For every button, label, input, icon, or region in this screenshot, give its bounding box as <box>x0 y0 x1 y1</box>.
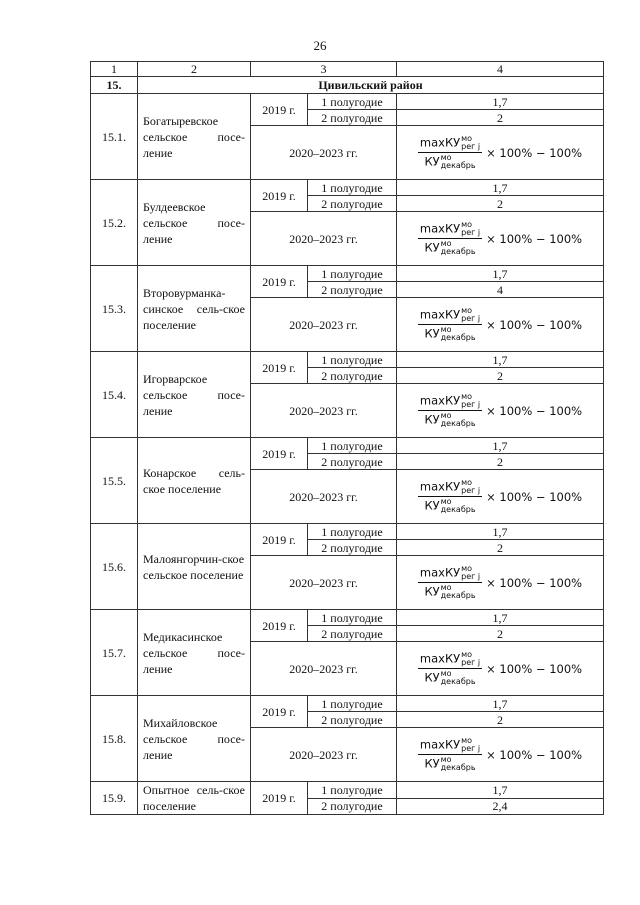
numerator-sup: мо <box>461 134 473 143</box>
fraction-denominator <box>422 411 477 428</box>
half-year-1-value: 1,7 <box>397 524 604 540</box>
half-year-2-value: 4 <box>397 282 604 298</box>
denominator-indices <box>441 412 476 428</box>
numerator-indices <box>461 565 480 581</box>
fraction-numerator <box>418 737 482 755</box>
numerator-sup: мо <box>461 220 473 229</box>
numerator-main: maxКУ <box>419 307 461 322</box>
header-col-1: 1 <box>91 62 138 77</box>
half-year-1: 1 полугодие <box>308 524 397 540</box>
numerator-indices <box>461 221 480 237</box>
half-year-2-value: 2 <box>397 368 604 384</box>
half-year-2: 2 полугодие <box>308 712 397 728</box>
fraction-numerator <box>418 479 482 497</box>
numerator-indices <box>461 307 480 323</box>
fraction-denominator <box>422 325 477 342</box>
settlement-name: Богатыревское сельское посе-ление <box>138 94 251 180</box>
settlement-row <box>91 352 604 368</box>
region-name: Цивильский район <box>138 77 604 94</box>
denominator-sup: мо <box>440 153 452 162</box>
denominator-main: КУ <box>424 154 440 169</box>
formula-tail: × 100% − 100% <box>486 145 583 160</box>
settlement-name: Михайловское сельское посе-ление <box>138 696 251 782</box>
half-year-1-value: 1,7 <box>397 266 604 282</box>
half-year-2-value: 2,4 <box>397 798 604 815</box>
half-year-2: 2 полугодие <box>308 368 397 384</box>
fraction-denominator <box>422 583 477 600</box>
half-year-2: 2 полугодие <box>308 798 397 815</box>
half-year-2-value: 2 <box>397 540 604 556</box>
denominator-sup: мо <box>440 411 452 420</box>
denominator-sub: декабрь <box>440 247 476 256</box>
denominator-main: КУ <box>424 240 440 255</box>
settlement-row <box>91 782 604 799</box>
numerator-indices <box>461 479 480 495</box>
half-year-2-value: 2 <box>397 196 604 212</box>
year-2019: 2019 г. <box>251 352 308 384</box>
formula <box>400 135 600 170</box>
half-year-2-value: 2 <box>397 712 604 728</box>
row-number: 15.4. <box>91 352 138 438</box>
half-year-1: 1 полугодие <box>308 266 397 282</box>
half-year-2: 2 полугодие <box>308 454 397 470</box>
formula-cell <box>397 556 604 610</box>
formula-tail: × 100% − 100% <box>486 231 583 246</box>
half-year-2-value: 2 <box>397 626 604 642</box>
denominator-main: КУ <box>424 670 440 685</box>
settlement-row <box>91 94 604 110</box>
row-number: 15.8. <box>91 696 138 782</box>
half-year-2: 2 полугодие <box>308 626 397 642</box>
numerator-sub: рег j <box>461 572 481 581</box>
row-number: 15.9. <box>91 782 138 815</box>
denominator-sup: мо <box>440 325 452 334</box>
settlement-name: Игорварское сельское посе-ление <box>138 352 251 438</box>
half-year-1: 1 полугодие <box>308 696 397 712</box>
settlement-row <box>91 266 604 282</box>
numerator-indices <box>461 651 480 667</box>
denominator-sub: декабрь <box>440 419 476 428</box>
denominator-indices <box>441 498 476 514</box>
formula <box>400 479 600 514</box>
numerator-main: maxКУ <box>419 651 461 666</box>
settlement-name: Конарское сель-ское поселение <box>138 438 251 524</box>
period-2020-2023: 2020–2023 гг. <box>251 470 397 524</box>
numerator-sub: рег j <box>461 314 481 323</box>
numerator-main: maxКУ <box>419 565 461 580</box>
half-year-1-value: 1,7 <box>397 94 604 110</box>
year-2019: 2019 г. <box>251 180 308 212</box>
period-2020-2023: 2020–2023 гг. <box>251 384 397 438</box>
denominator-indices <box>441 756 476 772</box>
formula-tail: × 100% − 100% <box>486 317 583 332</box>
numerator-main: maxКУ <box>419 737 461 752</box>
formula-cell <box>397 298 604 352</box>
half-year-1: 1 полугодие <box>308 610 397 626</box>
formula-tail: × 100% − 100% <box>486 661 583 676</box>
denominator-sub: декабрь <box>440 333 476 342</box>
formula-cell <box>397 384 604 438</box>
numerator-sub: рег j <box>461 658 481 667</box>
tariff-table <box>90 61 604 815</box>
fraction-denominator <box>422 239 477 256</box>
fraction-numerator <box>418 393 482 411</box>
half-year-1: 1 полугодие <box>308 438 397 454</box>
row-number: 15.2. <box>91 180 138 266</box>
period-2020-2023: 2020–2023 гг. <box>251 212 397 266</box>
half-year-2-value: 2 <box>397 454 604 470</box>
numerator-sup: мо <box>461 478 473 487</box>
row-number: 15.3. <box>91 266 138 352</box>
formula-cell <box>397 728 604 782</box>
settlement-row <box>91 696 604 712</box>
formula <box>400 393 600 428</box>
row-number: 15.6. <box>91 524 138 610</box>
numerator-main: maxКУ <box>419 221 461 236</box>
formula <box>400 651 600 686</box>
numerator-sup: мо <box>461 392 473 401</box>
year-2019: 2019 г. <box>251 696 308 728</box>
fraction-numerator <box>418 135 482 153</box>
settlement-row <box>91 524 604 540</box>
half-year-1-value: 1,7 <box>397 782 604 799</box>
settlement-name: Булдеевское сельское посе-ление <box>138 180 251 266</box>
fraction-denominator <box>422 153 477 170</box>
period-2020-2023: 2020–2023 гг. <box>251 126 397 180</box>
half-year-1: 1 полугодие <box>308 782 397 799</box>
half-year-1: 1 полугодие <box>308 180 397 196</box>
header-row <box>91 62 604 77</box>
numerator-sub: рег j <box>461 228 481 237</box>
numerator-main: maxКУ <box>419 479 461 494</box>
denominator-sup: мо <box>440 583 452 592</box>
fraction-numerator <box>418 565 482 583</box>
denominator-sub: декабрь <box>440 505 476 514</box>
numerator-indices <box>461 393 480 409</box>
numerator-sup: мо <box>461 306 473 315</box>
year-2019: 2019 г. <box>251 266 308 298</box>
denominator-sup: мо <box>440 497 452 506</box>
fraction <box>418 737 482 772</box>
half-year-1-value: 1,7 <box>397 438 604 454</box>
formula-cell <box>397 126 604 180</box>
numerator-sup: мо <box>461 564 473 573</box>
fraction-denominator <box>422 497 477 514</box>
numerator-main: maxКУ <box>419 135 461 150</box>
settlement-name: Второвурманка-синское сель-ское поселение <box>138 266 251 352</box>
region-row <box>91 77 604 94</box>
numerator-sup: мо <box>461 650 473 659</box>
header-col-2: 2 <box>138 62 251 77</box>
denominator-indices <box>441 584 476 600</box>
settlement-row <box>91 610 604 626</box>
fraction <box>418 565 482 600</box>
half-year-2-value: 2 <box>397 110 604 126</box>
formula-cell <box>397 212 604 266</box>
denominator-sup: мо <box>440 755 452 764</box>
denominator-sub: декабрь <box>440 763 476 772</box>
fraction-numerator <box>418 651 482 669</box>
period-2020-2023: 2020–2023 гг. <box>251 298 397 352</box>
fraction <box>418 221 482 256</box>
settlement-name: Опытное сель-ское поселение <box>138 782 251 815</box>
denominator-sub: декабрь <box>440 591 476 600</box>
denominator-main: КУ <box>424 756 440 771</box>
year-2019: 2019 г. <box>251 94 308 126</box>
half-year-2: 2 полугодие <box>308 540 397 556</box>
numerator-indices <box>461 135 480 151</box>
fraction <box>418 393 482 428</box>
period-2020-2023: 2020–2023 гг. <box>251 556 397 610</box>
numerator-sub: рег j <box>461 744 481 753</box>
formula <box>400 737 600 772</box>
denominator-sub: декабрь <box>440 677 476 686</box>
fraction <box>418 651 482 686</box>
half-year-1-value: 1,7 <box>397 610 604 626</box>
denominator-indices <box>441 670 476 686</box>
formula-cell <box>397 470 604 524</box>
denominator-sub: декабрь <box>440 161 476 170</box>
numerator-main: maxКУ <box>419 393 461 408</box>
numerator-sub: рег j <box>461 400 481 409</box>
formula-tail: × 100% − 100% <box>486 403 583 418</box>
formula-tail: × 100% − 100% <box>486 489 583 504</box>
numerator-indices <box>461 737 480 753</box>
fraction-denominator <box>422 755 477 772</box>
denominator-indices <box>441 240 476 256</box>
year-2019: 2019 г. <box>251 610 308 642</box>
header-col-4: 4 <box>397 62 604 77</box>
numerator-sub: рег j <box>461 486 481 495</box>
fraction-numerator <box>418 307 482 325</box>
half-year-1-value: 1,7 <box>397 352 604 368</box>
formula-cell <box>397 642 604 696</box>
half-year-1-value: 1,7 <box>397 696 604 712</box>
numerator-sup: мо <box>461 736 473 745</box>
settlement-name: Малоянгорчин-ское сельское поселение <box>138 524 251 610</box>
formula <box>400 307 600 342</box>
half-year-2: 2 полугодие <box>308 282 397 298</box>
period-2020-2023: 2020–2023 гг. <box>251 642 397 696</box>
denominator-main: КУ <box>424 584 440 599</box>
year-2019: 2019 г. <box>251 782 308 815</box>
formula-tail: × 100% − 100% <box>486 575 583 590</box>
header-col-3: 3 <box>251 62 397 77</box>
half-year-1-value: 1,7 <box>397 180 604 196</box>
page-number: 26 <box>313 38 327 53</box>
denominator-main: КУ <box>424 412 440 427</box>
period-2020-2023: 2020–2023 гг. <box>251 728 397 782</box>
fraction-numerator <box>418 221 482 239</box>
year-2019: 2019 г. <box>251 438 308 470</box>
formula-tail: × 100% − 100% <box>486 747 583 762</box>
fraction <box>418 135 482 170</box>
numerator-sub: рег j <box>461 142 481 151</box>
half-year-2: 2 полугодие <box>308 110 397 126</box>
fraction <box>418 307 482 342</box>
settlement-row <box>91 180 604 196</box>
settlement-row <box>91 438 604 454</box>
denominator-sup: мо <box>440 669 452 678</box>
region-number: 15. <box>91 77 138 94</box>
formula <box>400 221 600 256</box>
half-year-1: 1 полугодие <box>308 94 397 110</box>
half-year-1: 1 полугодие <box>308 352 397 368</box>
denominator-main: КУ <box>424 326 440 341</box>
formula <box>400 565 600 600</box>
row-number: 15.1. <box>91 94 138 180</box>
fraction-denominator <box>422 669 477 686</box>
row-number: 15.7. <box>91 610 138 696</box>
half-year-2: 2 полугодие <box>308 196 397 212</box>
settlement-name: Медикасинское сельское посе-ление <box>138 610 251 696</box>
denominator-indices <box>441 154 476 170</box>
fraction <box>418 479 482 514</box>
denominator-main: КУ <box>424 498 440 513</box>
denominator-sup: мо <box>440 239 452 248</box>
row-number: 15.5. <box>91 438 138 524</box>
year-2019: 2019 г. <box>251 524 308 556</box>
denominator-indices <box>441 326 476 342</box>
